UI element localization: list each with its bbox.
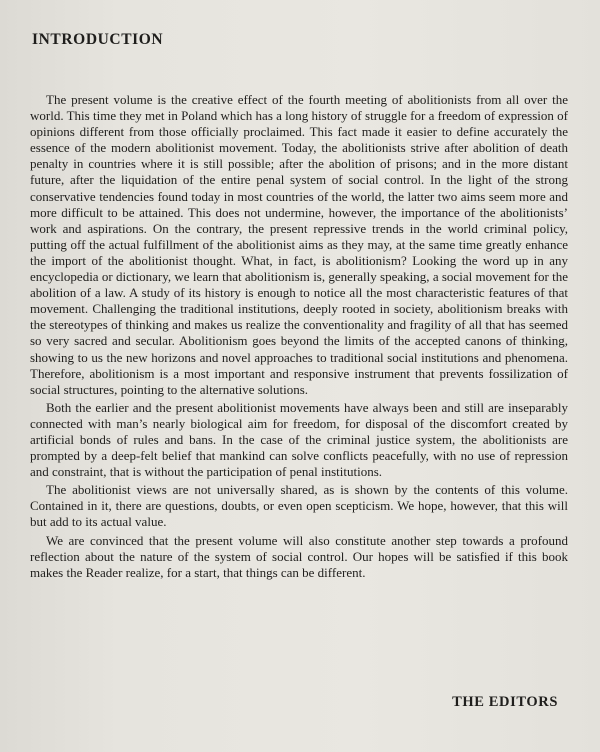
body-text (30, 92, 568, 583)
paragraph-2: Both the earlier and the present abolitionist movements have always been and still are inseparably connected with man’s nearly biological aim for freedom, for disposal of the discomfort created by artificial bonds of rules and bans. In the case of the criminal justice system, the abolitionists are prompted by a deep-felt belief that mankind can solve conflicts peacefully, with no use of repression and constraint, that is without the participation of penal institutions. (30, 399, 568, 480)
signature: THE EDITORS (452, 694, 558, 710)
paragraph-1: The present volume is the creative effect of the fourth meeting of abolitionists from all over the world. This time they met in Poland which has a long history of struggle for a freedom of expression of opinions different from those officially proclaimed. This fact made it easier to define accurately the essence of the modern abolitionist movement. Today, the abolitionists strive after abolition of death penalty in countries where it is still possible; after the abolition of prisons; and in the more distant future, after the liquidation of the entire penal system of social control. In the light of the strong conservative tendencies found today in most countries of the world, the latter two aims seem more and more difficult to be attained. This does not undermine, however, the importance of the abolitionists’ work and aspirations. On the contrary, the present repressive trends in the world criminal policy, putting off the actual fulfillment of the abolitionist aims as they may, at the same time greatly enhance the import of the abolitionist thought. What, in fact, is abolitionism? Looking the word up in any encyclopedia or dictionary, we learn that abolitionism is, generally speaking, a social movement for the abolition of a law. A study of its history is enough to notice all the most characteristic features of that movement. Challenging the traditional institutions, deeply rooted in society, abolitionism breaks with the stereotypes of thinking and makes us realize the conventionality and fragility of all that has seemed so very sacred and secular. Abolitionism goes beyond the limits of the accepted canons of thinking, showing to us the new horizons and novel approaches to traditional social institutions and phenomena. Therefore, abolitionism is a most important and responsive instrument that prevents fossilization of social structures, pointing to the alternative solutions. (30, 92, 568, 397)
page-title: INTRODUCTION (32, 31, 164, 48)
paragraph-3: The abolitionist views are not universally shared, as is shown by the contents of this volume. Contained in it, there are questions, doubts, or even open scepticism. We hope, however, that this will but add to its actual value. (30, 482, 568, 530)
paragraph-4: We are convinced that the present volume will also constitute another step towards a profound reflection about the nature of the system of social control. Our hopes will be satisfied if this book makes the Reader realize, for a start, that things can be different. (30, 532, 568, 580)
